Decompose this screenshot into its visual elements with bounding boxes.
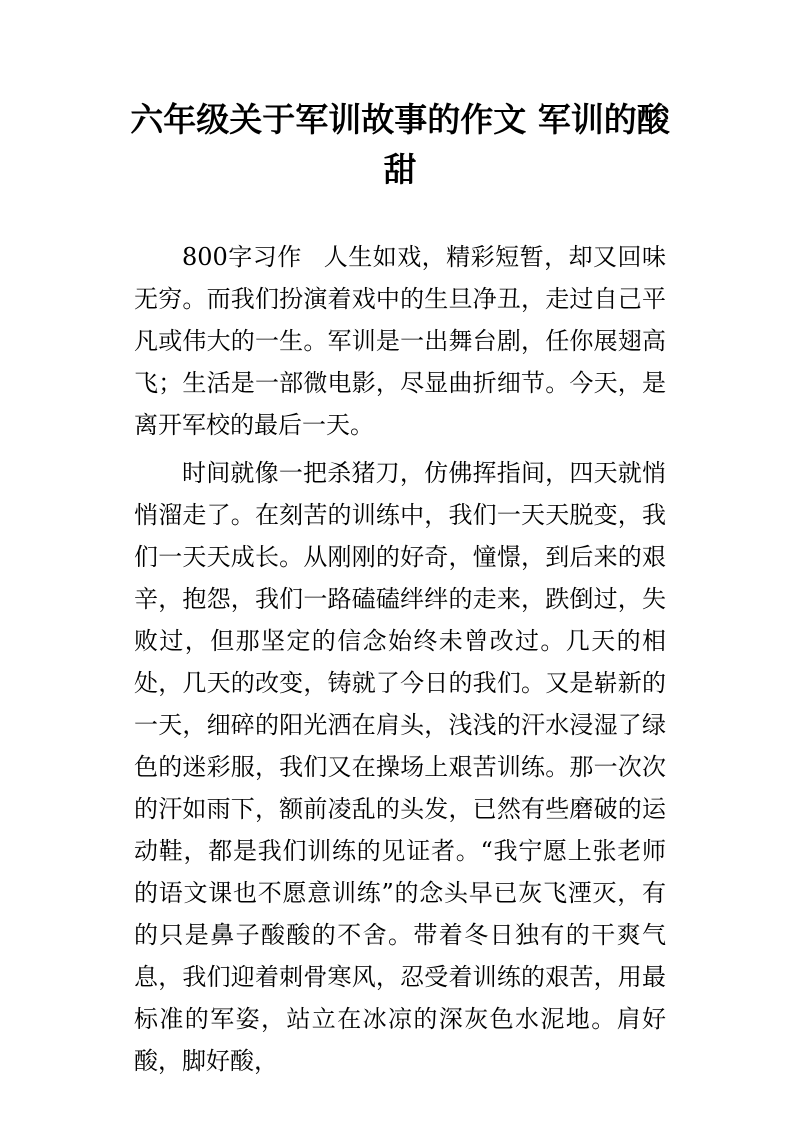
paragraph-1: [134, 236, 666, 446]
paragraph-1-lead: 800字习作: [182, 243, 302, 271]
paragraph-2: 时间就像一把杀猪刀，仿佛挥指间，四天就悄悄溜走了。在刻苦的训练中，我们一天天脱变，我们一天天成长。从刚刚的好奇，憧憬，到后来的艰辛，抱怨，我们一路磕磕绊绊的走来，跌倒过，失败过，但那坚定的信念始终未曾改过。几天的相处，几天的改变，铸就了今日的我们。又是崭新的一天，细碎的阳光洒在肩头，浅浅的汗水浸湿了绿色的迷彩服，我们又在操场上艰苦训练。那一次次的汗如雨下，额前凌乱的头发，已然有些磨破的运动鞋，都是我们训练的见证者。“我宁愿上张老师的语文课也不愿意训练”的念头早已灰飞湮灭，有的只是鼻子酸酸的不舍。带着冬日独有的干爽气息，我们迎着刺骨寒风，忍受着训练的艰苦，用最标准的军姿，站立在冰凉的深灰色水泥地。肩好酸，脚好酸，: [134, 459, 666, 1075]
document-body: [134, 236, 666, 1088]
document-title: 六年级关于军训故事的作文 军训的酸甜: [130, 100, 670, 189]
paragraph-1-text: 人生如戏，精彩短暂，却又回味无穷。而我们扮演着戏中的生旦净丑，走过自己平凡或伟大的一生。军训是一出舞台剧，任你展翅高飞；生活是一部微电影，尽显曲折细节。今天，是离开军校的最后一天。: [134, 243, 667, 439]
